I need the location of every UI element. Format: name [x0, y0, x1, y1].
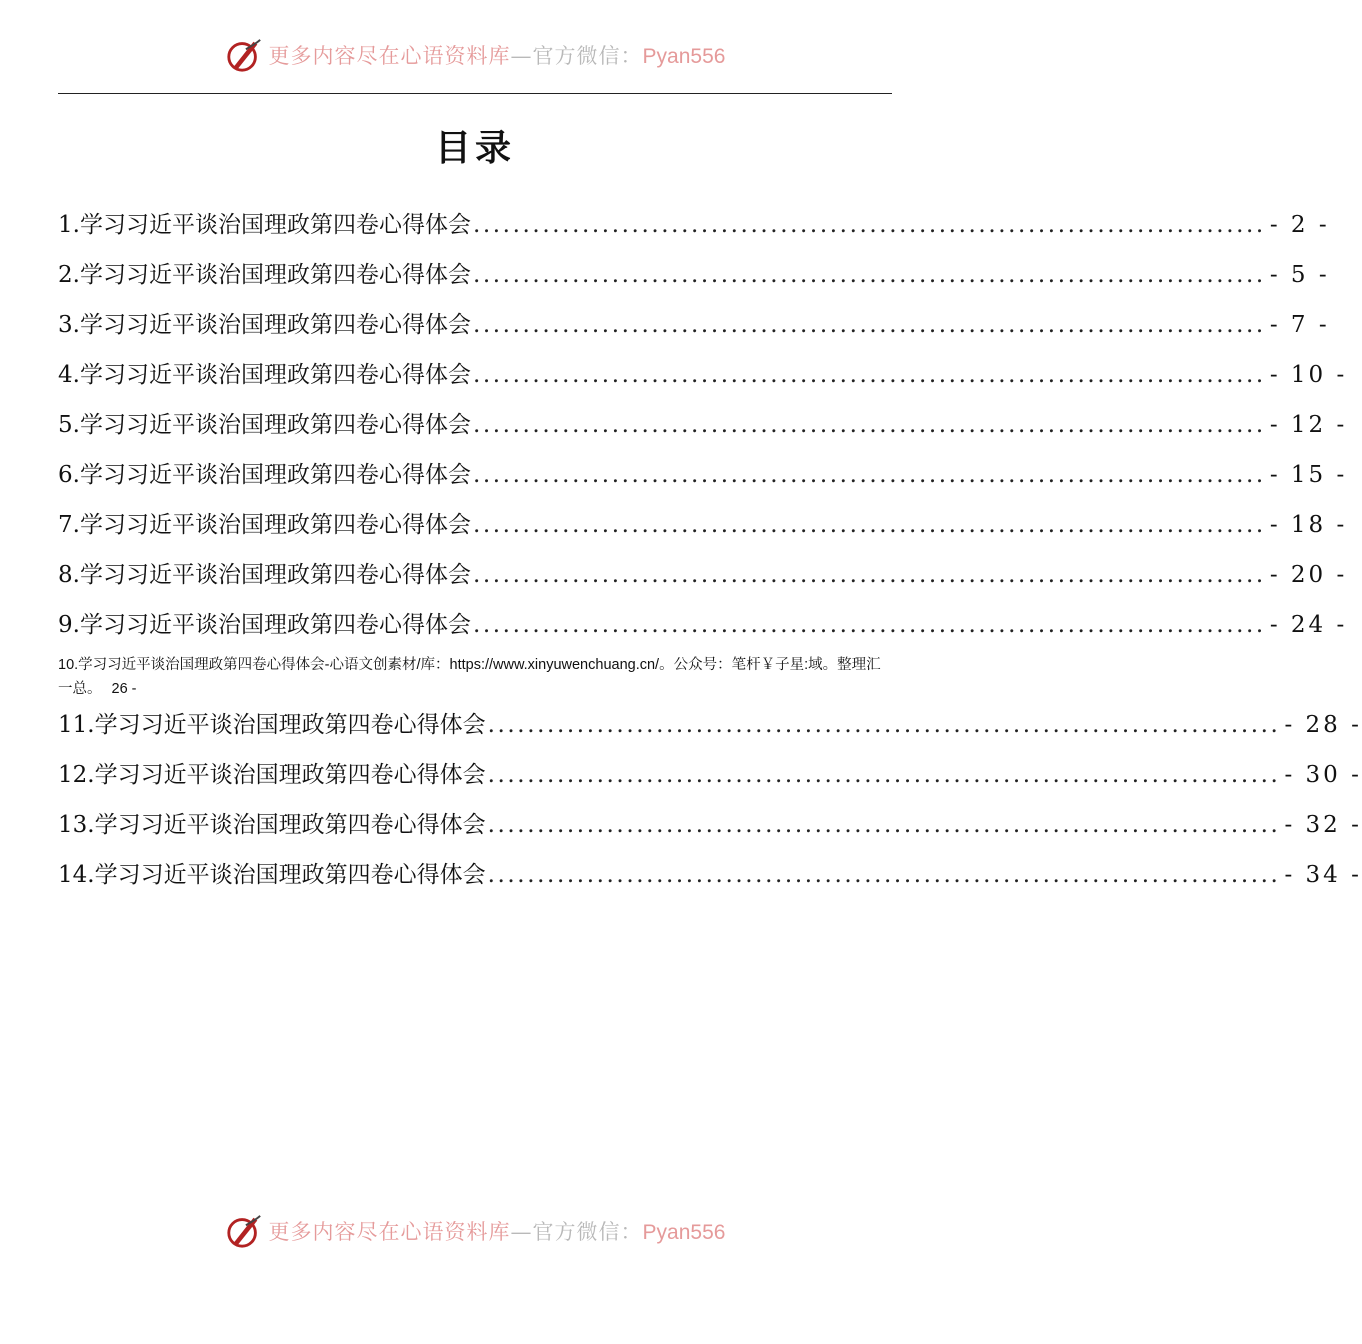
toc-entry-page: - 32 -	[1284, 812, 1362, 838]
table-of-contents	[58, 200, 1362, 900]
toc-entry-label: 9.学习习近平谈治国理政第四卷心得体会	[58, 612, 471, 638]
toc-entry[interactable]	[58, 250, 1330, 300]
toc-list-first	[58, 200, 1348, 650]
footer-wechat-handle: Pyan556	[642, 1221, 726, 1244]
toc-entry-label: 3.学习习近平谈治国理政第四卷心得体会	[58, 312, 471, 338]
toc-entry-10[interactable]	[58, 650, 892, 700]
toc-entry-page: - 5 -	[1269, 262, 1330, 288]
toc-entry[interactable]	[58, 750, 1362, 800]
quill-logo-icon	[225, 36, 263, 74]
toc-entry-page: - 7 -	[1269, 312, 1330, 338]
toc-leader-dots: ................................................................................	[472, 362, 1266, 388]
toc-entry[interactable]	[58, 600, 1348, 650]
toc-entry-page: - 2 -	[1269, 212, 1330, 238]
header-site-text: 更多内容尽在心语资料库	[268, 44, 511, 68]
footer-dash: —	[510, 1220, 533, 1244]
toc-leader-dots: ................................................................................	[487, 762, 1281, 788]
quill-logo-icon	[225, 1212, 263, 1250]
toc-entry-10-page: 26 -	[111, 681, 137, 697]
toc-entry[interactable]	[58, 800, 1362, 850]
page-title: 目录	[434, 127, 515, 169]
toc-leader-dots: ................................................................................	[487, 812, 1281, 838]
toc-entry[interactable]	[58, 400, 1348, 450]
toc-leader-dots: ................................................................................	[472, 462, 1266, 488]
header-banner	[0, 36, 950, 74]
header-wechat-handle: Pyan556	[642, 45, 726, 68]
toc-entry-label: 8.学习习近平谈治国理政第四卷心得体会	[58, 562, 471, 588]
header-divider	[58, 93, 892, 94]
toc-entry-page: - 34 -	[1284, 862, 1362, 888]
toc-entry-page: - 30 -	[1284, 762, 1362, 788]
toc-entry[interactable]	[58, 500, 1348, 550]
toc-entry-page: - 20 -	[1269, 562, 1348, 588]
toc-entry-10-text: 10.学习习近平谈治国理政第四卷心得体会-心语文创素材/库：https://www.xinyuwenchuang.cn/。公众号：笔杆￥子星:域。整理汇一总。	[58, 657, 881, 697]
toc-leader-dots: ................................................................................	[487, 862, 1281, 888]
header-dash: —	[510, 44, 533, 68]
toc-entry[interactable]	[58, 450, 1348, 500]
toc-entry-page: - 12 -	[1269, 412, 1348, 438]
footer-banner-inner	[225, 1212, 726, 1250]
toc-entry-label: 4.学习习近平谈治国理政第四卷心得体会	[58, 362, 471, 388]
toc-leader-dots: ................................................................................	[472, 262, 1266, 288]
toc-entry-label: 5.学习习近平谈治国理政第四卷心得体会	[58, 412, 471, 438]
toc-leader-dots: ................................................................................	[472, 612, 1266, 638]
toc-entry-label: 14.学习习近平谈治国理政第四卷心得体会	[58, 862, 486, 888]
toc-leader-dots: ................................................................................	[487, 712, 1281, 738]
toc-list-rest	[58, 700, 1362, 900]
header-banner-inner	[225, 36, 726, 74]
toc-entry-label: 2.学习习近平谈治国理政第四卷心得体会	[58, 262, 471, 288]
toc-leader-dots: ................................................................................	[472, 412, 1266, 438]
footer-text	[269, 1216, 726, 1246]
toc-entry[interactable]	[58, 200, 1330, 250]
toc-leader-dots: ................................................................................	[472, 312, 1266, 338]
footer-site-text: 更多内容尽在心语资料库	[268, 1220, 511, 1244]
toc-entry[interactable]	[58, 350, 1348, 400]
toc-entry-label: 6.学习习近平谈治国理政第四卷心得体会	[58, 462, 471, 488]
toc-entry[interactable]	[58, 850, 1362, 900]
toc-entry-label: 11.学习习近平谈治国理政第四卷心得体会	[58, 712, 486, 738]
toc-entry-page: - 10 -	[1269, 362, 1348, 388]
toc-leader-dots: ................................................................................	[472, 512, 1266, 538]
toc-entry-page: - 18 -	[1269, 512, 1348, 538]
toc-entry-page: - 28 -	[1284, 712, 1362, 738]
toc-leader-dots: ................................................................................	[472, 212, 1266, 238]
toc-entry-label: 1.学习习近平谈治国理政第四卷心得体会	[58, 212, 471, 238]
toc-entry-label: 13.学习习近平谈治国理政第四卷心得体会	[58, 812, 486, 838]
header-wechat-label: 官方微信：	[532, 44, 643, 68]
toc-entry-label: 12.学习习近平谈治国理政第四卷心得体会	[58, 762, 486, 788]
toc-entry[interactable]	[58, 700, 1362, 750]
toc-entry-page: - 24 -	[1269, 612, 1348, 638]
toc-entry-label: 7.学习习近平谈治国理政第四卷心得体会	[58, 512, 471, 538]
footer-wechat-label: 官方微信：	[532, 1220, 643, 1244]
toc-entry-page: - 15 -	[1269, 462, 1348, 488]
toc-entry[interactable]	[58, 300, 1330, 350]
toc-entry[interactable]	[58, 550, 1348, 600]
toc-leader-dots: ................................................................................	[472, 562, 1266, 588]
footer-banner	[0, 1212, 950, 1250]
header-text	[269, 40, 726, 70]
